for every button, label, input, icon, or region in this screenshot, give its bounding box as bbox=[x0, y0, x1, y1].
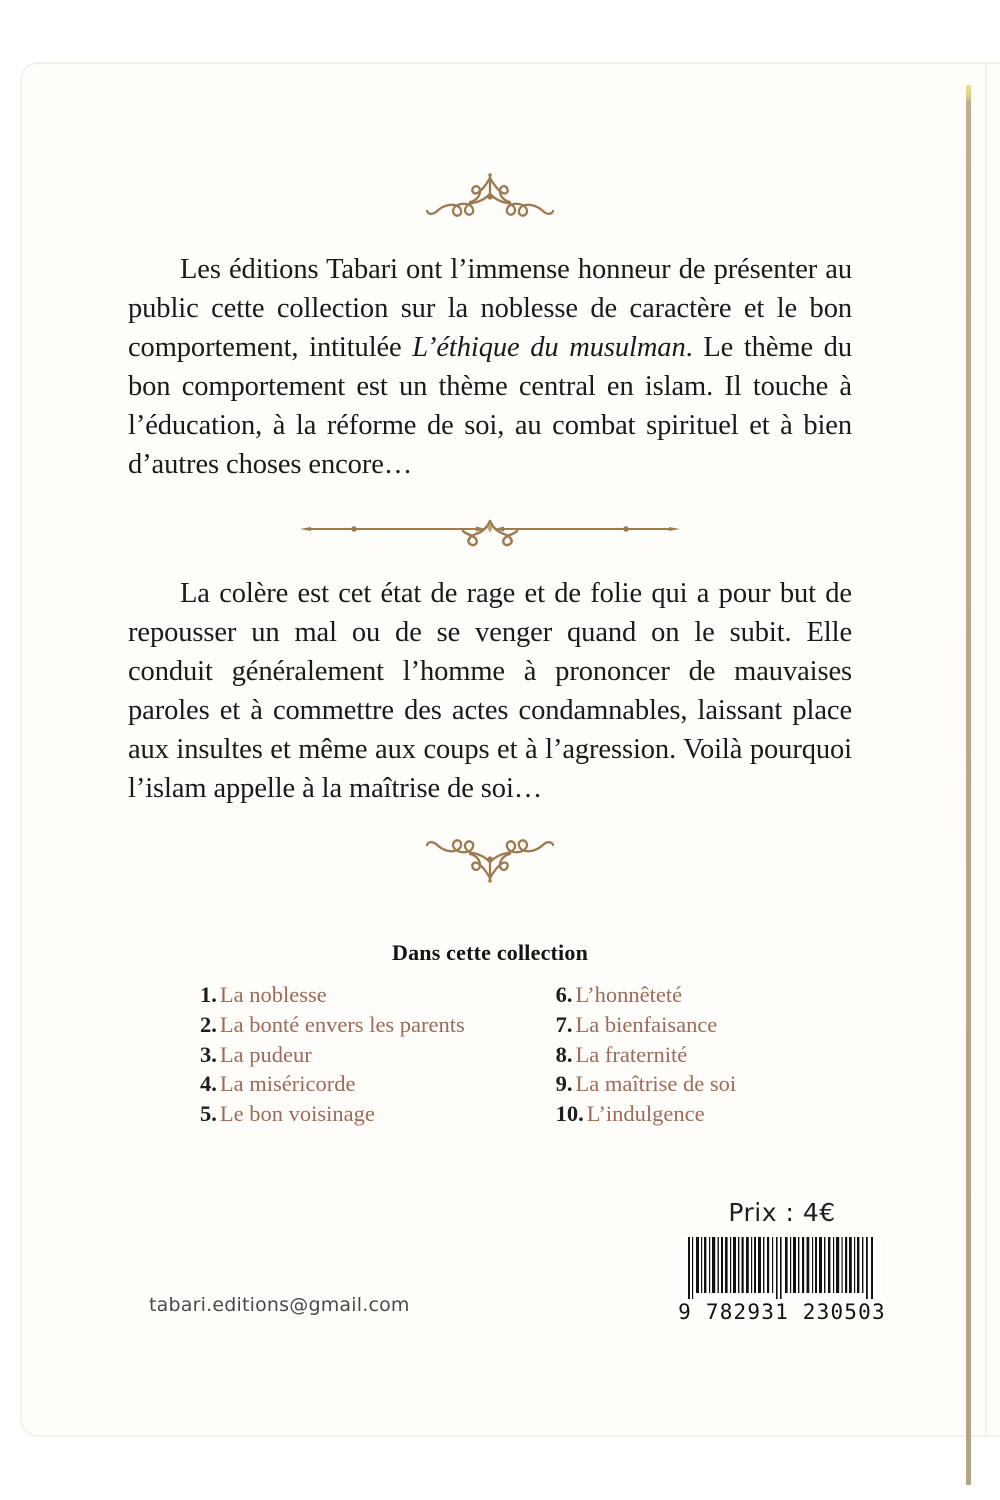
list-item[interactable] bbox=[200, 980, 506, 1010]
collection-columns bbox=[128, 980, 852, 1129]
list-item[interactable] bbox=[556, 980, 852, 1010]
list-item-number: 7. bbox=[555, 1011, 573, 1037]
paragraph-topic: La colère est cet état de rage et de folie qui a pour but de repousser un mal ou de se venger quand on le subit. Elle conduit généralement l’homme à prononcer de mauvaises paroles et à commettre des actes condamnables, laissant place aux insultes et même aux coups et à l’agression. Voilà pourquoi l’islam appelle à la maîtrise de soi… bbox=[128, 578, 852, 804]
collection-column-right bbox=[506, 980, 852, 1129]
list-item-label: La noblesse bbox=[219, 982, 327, 1007]
collection-column-left bbox=[200, 980, 506, 1129]
cover-content bbox=[128, 0, 852, 1129]
list-item-number: 5. bbox=[200, 1101, 217, 1127]
intro-text-part2: . Le thème du bon comportement est un thème central en islam. Il touche à l’éducation, à la réforme de soi, au combat spirituel et à bien d’autres choses encore… bbox=[128, 332, 852, 480]
list-item[interactable] bbox=[556, 1040, 852, 1070]
price-barcode-block bbox=[676, 1198, 888, 1324]
collection-section bbox=[128, 940, 852, 1129]
list-item-label: La bonté envers les parents bbox=[219, 1011, 465, 1037]
ornament-bottom-flourish-icon bbox=[128, 830, 852, 886]
list-item[interactable] bbox=[200, 1069, 506, 1099]
list-item-label: La miséricorde bbox=[219, 1071, 356, 1097]
list-item[interactable] bbox=[556, 1010, 852, 1040]
footer-area bbox=[128, 1198, 888, 1368]
list-item-number: 9. bbox=[555, 1071, 573, 1097]
list-item-label: Le bon voisinage bbox=[219, 1101, 375, 1127]
list-item-label: La fraternité bbox=[575, 1041, 688, 1067]
collection-heading: Dans cette collection bbox=[391, 940, 589, 965]
list-item-label: La bienfaisance bbox=[575, 1011, 718, 1037]
list-item[interactable] bbox=[200, 1010, 506, 1040]
list-item-label: La pudeur bbox=[219, 1041, 312, 1067]
barcode-image bbox=[682, 1237, 882, 1299]
ornament-divider-flourish-icon bbox=[128, 514, 852, 548]
barcode-digits: 9 782931 230503 bbox=[678, 1300, 886, 1324]
list-item-label: La maîtrise de soi bbox=[575, 1071, 737, 1097]
list-item[interactable] bbox=[200, 1040, 506, 1070]
spine-inner-edge bbox=[985, 62, 987, 1439]
list-item-label: L’honnêteté bbox=[575, 982, 683, 1007]
ornament-top-flourish-icon bbox=[128, 172, 852, 224]
email-address: tabari.editions@gmail.com bbox=[149, 1294, 410, 1316]
intro-text-part1: Les éditions Tabari ont l’immense honneur de présenter au public cette collection sur la noblesse de caractère et le bon comportement, intitulée bbox=[128, 254, 852, 363]
book-title-italic: L’éthique du musulman bbox=[412, 332, 686, 363]
list-item-number: 4. bbox=[200, 1071, 217, 1097]
list-item[interactable] bbox=[556, 1069, 852, 1099]
list-item-number: 2. bbox=[200, 1011, 217, 1037]
list-item[interactable] bbox=[556, 1099, 852, 1129]
list-item-number: 3. bbox=[200, 1041, 217, 1067]
list-item-label: L’indulgence bbox=[586, 1101, 705, 1127]
list-item-number: 10. bbox=[555, 1101, 584, 1127]
paragraph-intro bbox=[128, 250, 852, 484]
list-item[interactable] bbox=[200, 1099, 506, 1129]
list-item-number: 8. bbox=[555, 1041, 573, 1067]
price-label: Prix : 4€ bbox=[728, 1198, 836, 1227]
spine-gold-line bbox=[966, 85, 971, 1485]
list-item-number: 6. bbox=[555, 982, 573, 1007]
list-item-number: 1. bbox=[200, 982, 217, 1007]
